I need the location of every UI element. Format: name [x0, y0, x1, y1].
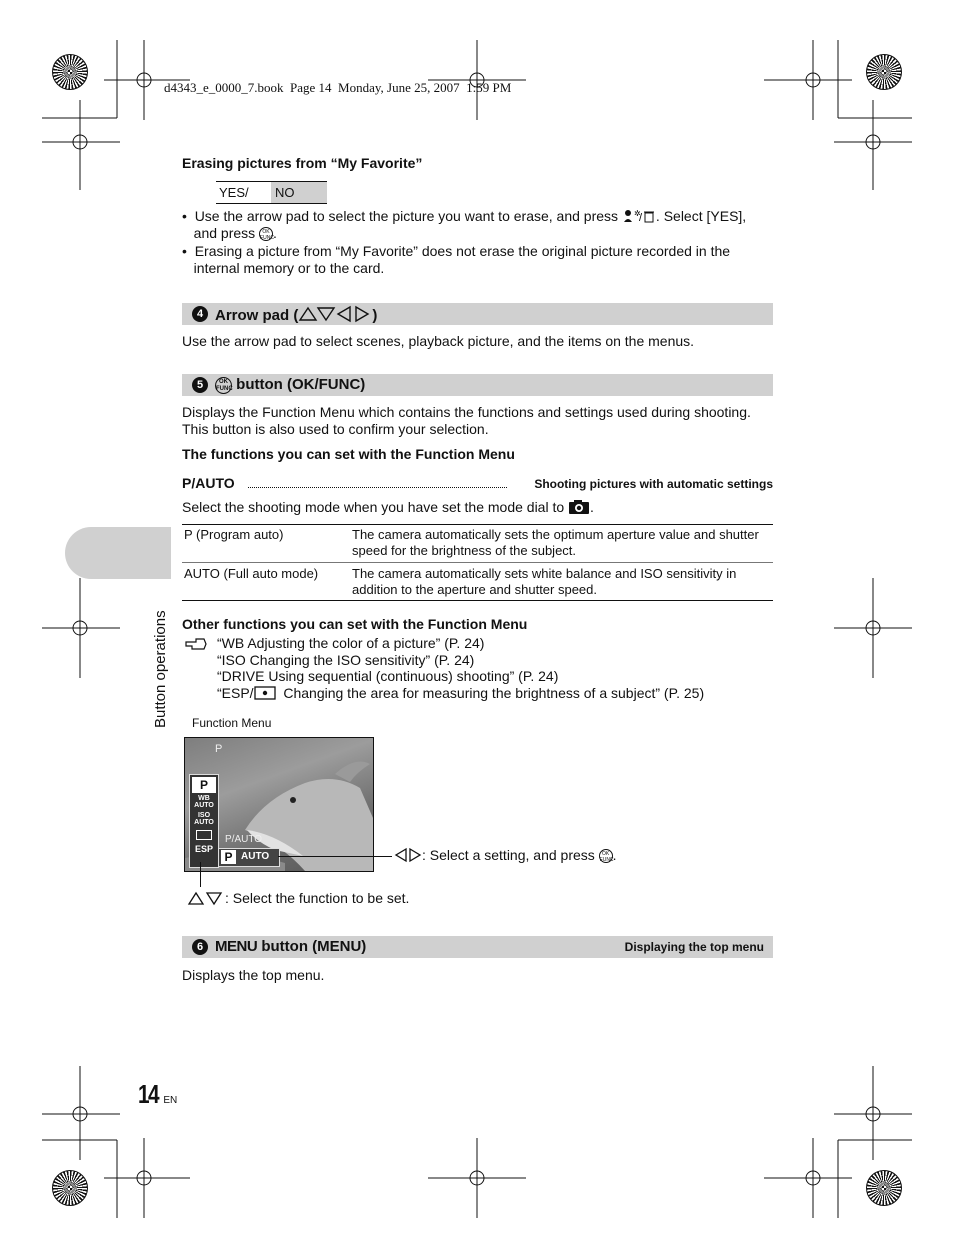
pauto-line: [182, 474, 773, 494]
book-header-line: d4343_e_0000_7.book Page 14 Monday, June 25, 2007 1:59 PM: [164, 80, 512, 95]
callout-left-right: : Select a setting, and press OK FUNC.: [394, 847, 617, 864]
erasing-bullet-1: • Use the arrow pad to select the picture you want to erase, and press ✲ / . Select [YES], and press OK FUNC.: [182, 208, 747, 242]
ok-func-icon: OK FUNC: [599, 851, 614, 864]
reference-pointer-icon: [184, 636, 208, 652]
callout-up-down: : Select the function to be set.: [187, 890, 409, 907]
wb-auto-icon[interactable]: WB AUTO: [194, 795, 214, 809]
section-6-bar: [182, 936, 773, 958]
section-4-text: Use the arrow pad to select scenes, playback picture, and the items on the menus.: [182, 333, 695, 349]
program-mode-icon[interactable]: P: [192, 777, 216, 793]
page-number: [138, 1079, 181, 1110]
yes-no-box: [216, 181, 327, 204]
function-icon-column: [189, 774, 219, 868]
svg-text:/: /: [638, 212, 642, 224]
table-rule-bottom: [182, 600, 773, 601]
no-option: [271, 182, 327, 203]
camera-icon: [568, 499, 590, 515]
function-references: “WB Adjusting the color of a picture” (P. 24) “ISO Changing the ISO sensitivity” (P. 24) “DRIVE Using sequential (continuous) shooting” (P. 24) “ESP/ Changing the area for measuring the brightness of a subject” (P. 25): [217, 635, 705, 701]
section-4-title: Arrow pad ( ): [215, 307, 378, 324]
section-6-title: MENU button (MENU): [215, 938, 367, 955]
pauto-screen-caption: P/AUTO: [225, 834, 263, 845]
table-row: [182, 566, 773, 600]
ok-func-icon: OK FUNC: [216, 378, 233, 392]
mode-dial-text: Select the shooting mode when you have set the mode dial to .: [182, 499, 594, 515]
up-down-arrow-icon: [187, 890, 225, 906]
table-row: [182, 527, 773, 561]
section-5-bar: [182, 374, 773, 396]
drive-icon[interactable]: [196, 830, 212, 840]
pauto-description: Shooting pictures with automatic settings: [534, 477, 773, 491]
page-language: EN: [163, 1095, 178, 1106]
auto-option[interactable]: AUTO: [241, 851, 270, 862]
callout-line-lr: [278, 856, 392, 857]
section-5-title: OK FUNC button (OK/FUNC): [216, 376, 366, 393]
no-option-label: NO: [275, 185, 295, 200]
menu-word: MENU: [215, 938, 258, 955]
iso-auto-icon[interactable]: ISO AUTO: [194, 812, 214, 826]
yes-option: YES/: [219, 185, 249, 200]
section-6-number: 6: [192, 939, 208, 955]
callout-line-ud: [200, 862, 201, 887]
other-functions-head: Other functions you can set with the Function Menu: [182, 616, 528, 632]
ok-func-icon: OK FUNC: [260, 229, 274, 242]
section-6-right-label: Displaying the top menu: [624, 940, 764, 954]
table-rule-top: [182, 524, 773, 525]
section-5-number: 5: [192, 377, 208, 393]
spot-metering-icon: [254, 686, 276, 700]
svg-text:✲: ✲: [633, 209, 641, 218]
section-5-text: Displays the Function Menu which contains the functions and settings used during shooting. This button is also used to confirm your selection.: [182, 404, 751, 437]
table-mode-cell: AUTO (Full auto mode): [184, 566, 319, 581]
pauto-dots: [248, 487, 507, 488]
arrow-pad-icon: [298, 305, 372, 323]
favorite-erase-icon: [622, 208, 656, 224]
side-tab-shape: [65, 527, 171, 579]
function-menu-caption: Function Menu: [192, 716, 272, 730]
left-right-arrow-icon: [394, 847, 422, 863]
table-desc-cell: The camera automatically sets white balance and ISO sensitivity in addition to the aperture and shutter speed.: [352, 566, 737, 597]
esp-icon[interactable]: ESP: [194, 844, 213, 854]
table-rule-mid: [182, 562, 773, 563]
program-option[interactable]: P: [221, 850, 236, 864]
side-tab-label: Button operations: [152, 610, 169, 728]
table-mode-cell: P (Program auto): [184, 527, 284, 542]
page-number-value: 14: [138, 1079, 158, 1109]
section-4-number: 4: [192, 306, 208, 322]
table-desc-cell: The camera automatically sets the optimum aperture value and shutter speed for the brightness of the subject.: [352, 527, 759, 558]
camera-screen: [184, 737, 374, 872]
section-4-bar: [182, 303, 773, 325]
pauto-label: P/AUTO: [182, 475, 239, 491]
mode-selection-bar[interactable]: [218, 848, 280, 867]
section-6-text: Displays the top menu.: [182, 967, 325, 983]
erasing-title: Erasing pictures from “My Favorite”: [182, 155, 423, 171]
mode-indicator: P: [215, 743, 223, 755]
erasing-bullet-2: • Erasing a picture from “My Favorite” does not erase the original picture recorded in the internal memory or to the card.: [182, 243, 731, 276]
function-menu-subhead: The functions you can set with the Function Menu: [182, 446, 515, 462]
